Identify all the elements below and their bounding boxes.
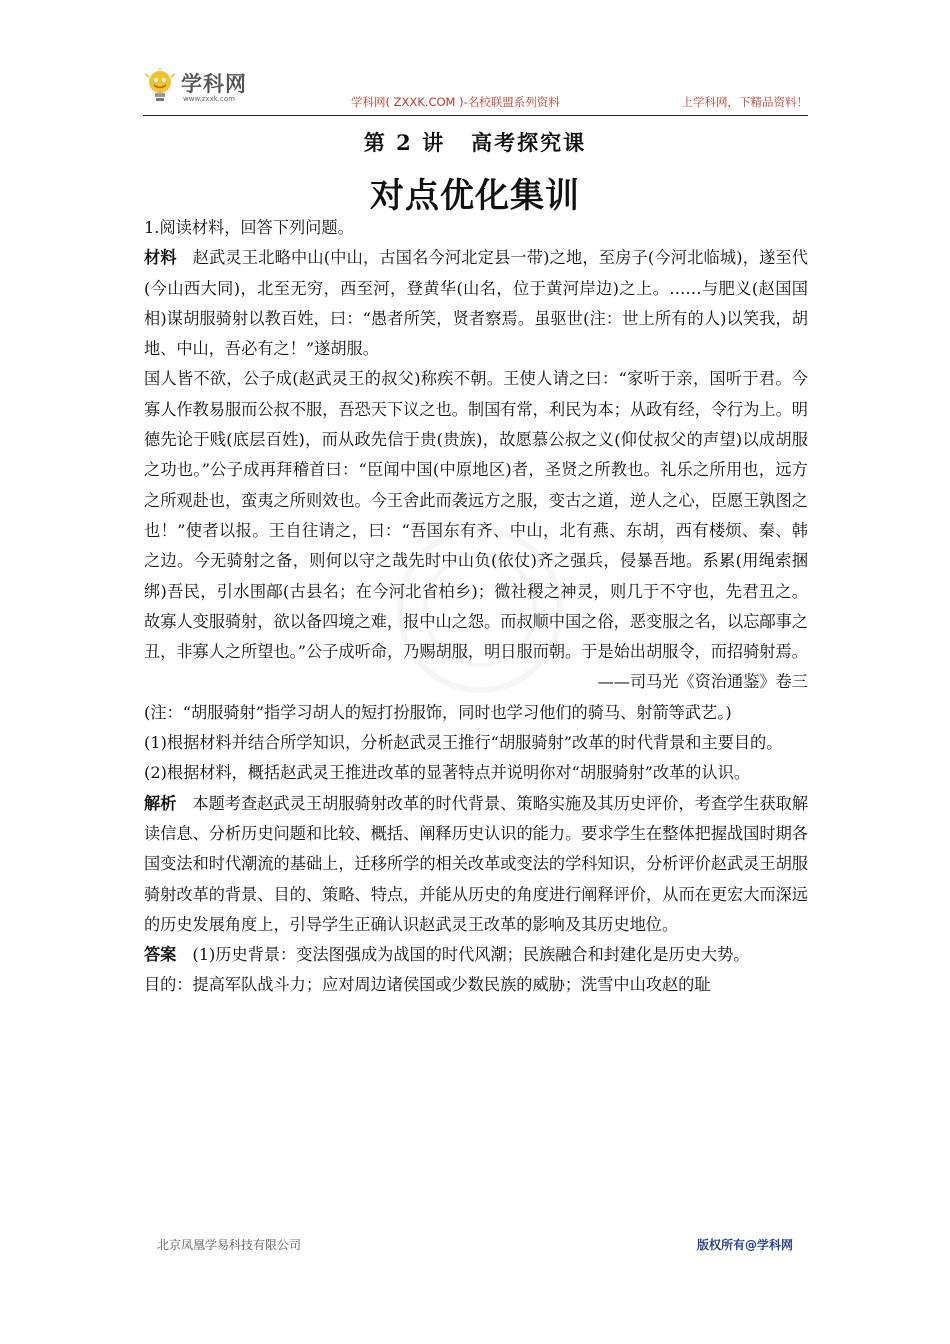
analysis-label: 解析 [144,793,177,813]
lecture-title: 高考探究课 [471,130,587,155]
analysis-text: 本题考查赵武灵王胡服骑射改革的时代背景、策略实施及其历史评价，考查学生获取解读信息、分析历史问题和比较、概括、阐释历史认识的能力。要求学生在整体把握战国时期各国变法和时代潮流的基础上，迁移所学的相关改革或变法的学科知识，分析评价赵武灵王胡服骑射改革的背景、目的、策略、特点，并能从历史的角度进行阐释评价，从而在更宏大而深远的历史发展角度上，引导学生正确认识赵武灵王改革的影响及其历史地位。 [144,793,809,934]
footer-company: 北京凤凰学易科技有限公司 [157,1238,302,1252]
header-right-slogan: 上学科网，下精品资料！ [681,95,808,109]
logo-url: www.zxxk.com [183,95,235,103]
analysis-paragraph [144,789,808,940]
material-paragraph-1 [144,243,808,364]
page-footer [157,1236,793,1256]
answer-label: 答案 [144,945,177,965]
material-label: 材料 [144,248,177,268]
material-text-1: 赵武灵王北略中山(中山，古国名今河北定县一带)之地，至房子(今河北临城)，遂至代(今山西大同)，北至无穷，西至河，登黄华(山名，位于黄河岸边)之上。……与肥义(赵国国相)谋胡服骑射以教百姓，曰：“愚者所笑，贤者察焉。虽驱世(注：世上所有的人)以笑我，胡地、中山，吾必有之！”遂胡服。 [144,248,808,359]
header-divider [143,115,808,116]
answer-text-1: (1)历史背景：变法图强成为战国的时代风潮；民族融合和封建化是历史大势。 [192,945,750,965]
lecture-heading [0,127,950,157]
lightbulb-logo-icon [143,68,179,108]
logo-text: 学科网 [181,72,247,96]
page-title: 对点优化集训 [370,176,580,216]
material-note: (注：“胡服骑射”指学习胡人的短打扮服饰，同时也学习他们的骑马、射箭等武艺。) [144,702,732,722]
question-2: (2)根据材料，概括赵武灵王推进改革的显著特点并说明你对“胡服骑射”改革的认识。 [144,763,751,783]
header-center-text[interactable]: 学科网( ZXXK.COM )-名校联盟系列资料 [351,95,560,109]
material-paragraph-2: 国人皆不欲，公子成(赵武灵王的叔父)称疾不朝。王使人请之曰：“家听于亲，国听于君。今寡人作教易服而公叔不服，吾恐天下议之也。制国有常，利民为本；从政有经，令行为上。明德先论于贱(底层百姓)，而从政先信于贵(贵族)，故愿慕公叔之义(仰仗叔父的声望)以成胡服之功也。”公子成再拜稽首曰：“臣闻中国(中原地区)者，圣贤之所教也。礼乐之所用也，远方之所观赴也，蛮夷之所则效也。今王舍此而袭远方之服，变古之道，逆人之心，臣愿王孰图之也！”使者以报。王自往请之，曰：“吾国东有齐、中山，北有燕、东胡，西有楼烦、秦、韩之边。今无骑射之备，则何以守之哉先时中山负(依仗)齐之强兵，侵暴吾地。系累(用绳索捆绑)吾民，引水围鄗(古县名；在今河北省柏乡)；微社稷之神灵，则几于不守也，先君丑之。故寡人变服骑射，欲以备四境之难，报中山之怨。而叔顺中国之俗，恶变服之名，以忘鄗事之丑，非寡人之所望也。”公子成听命，乃赐胡服，明日服而朝。于是始出胡服令，而招骑射焉。 [144,369,808,662]
answer-paragraph-2: 目的：提高军队战斗力；应对周边诸侯国或少数民族的威胁；洗雪中山攻赵的耻 [144,975,711,995]
site-logo[interactable] [143,68,263,110]
material-source: ——司马光《资治通鉴》卷三 [597,672,808,692]
footer-copyright: 版权所有@学科网 [696,1238,793,1252]
question-intro: 1.阅读材料，回答下列问题。 [144,218,354,237]
question-1: (1)根据材料并结合所学知识，分析赵武灵王推行“胡服骑射”改革的时代背景和主要目的。 [144,733,783,753]
lecture-number: 第 2 讲 [363,130,446,155]
page-header [143,62,808,118]
answer-paragraph-1 [144,940,808,970]
document-body [144,213,808,1001]
